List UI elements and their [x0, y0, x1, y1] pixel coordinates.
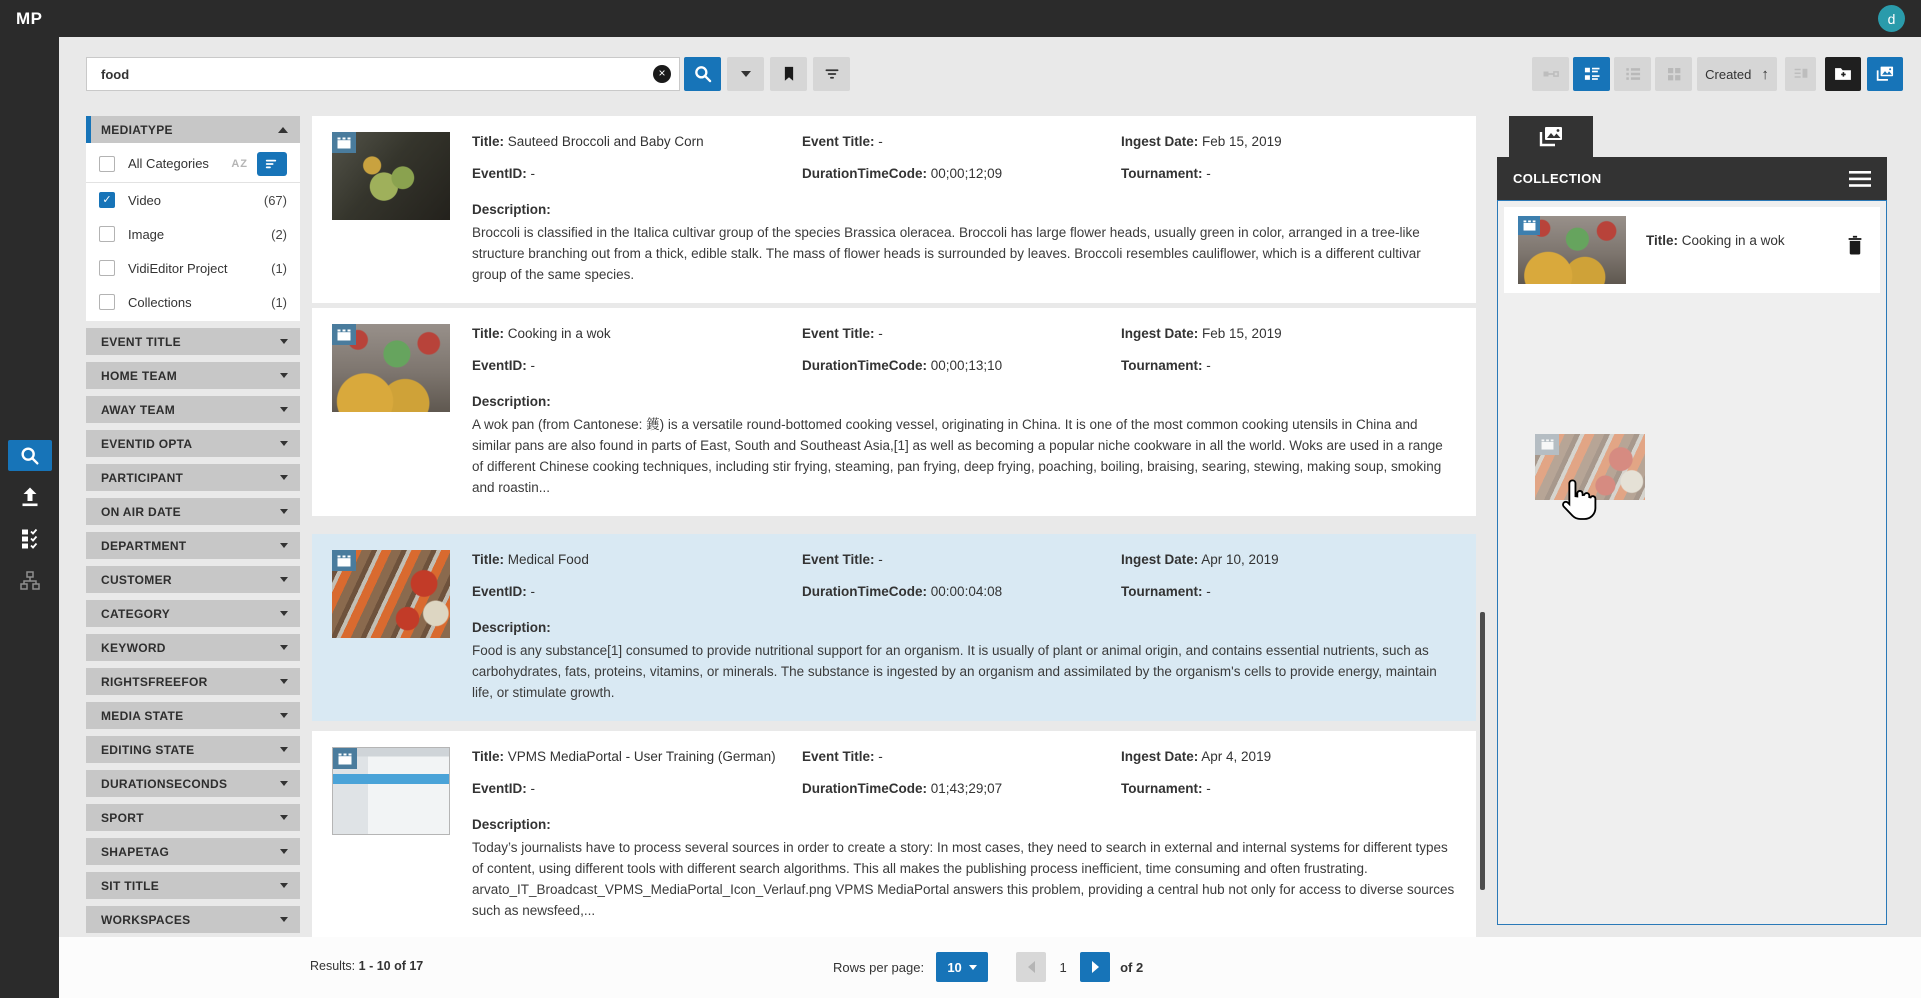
- ingest-date-label: Ingest Date:: [1121, 552, 1199, 567]
- chevron-down-icon: [280, 815, 288, 820]
- pagination-bar: [59, 937, 1921, 998]
- chevron-down-icon: [969, 965, 977, 970]
- saved-searches-button[interactable]: [770, 57, 807, 91]
- result-duration: 00;00;12;09: [930, 166, 1003, 181]
- filter-section-editing-state[interactable]: EDITING STATE: [86, 736, 300, 763]
- video-badge-icon: [1535, 434, 1559, 455]
- ingest-date-label: Ingest Date:: [1121, 326, 1199, 341]
- detail-list-view-icon: [1582, 64, 1602, 84]
- chevron-down-icon: [280, 543, 288, 548]
- chevron-down-icon: [280, 373, 288, 378]
- rows-per-page-label: Rows per page:: [833, 959, 925, 975]
- video-badge-icon: [333, 748, 357, 769]
- new-collection-button[interactable]: [1825, 57, 1861, 91]
- collection-item-title: Cooking in a wok: [1681, 233, 1785, 248]
- mediatype-option-collections[interactable]: [86, 285, 300, 319]
- description-label: Description:: [472, 202, 551, 217]
- user-avatar[interactable]: d: [1878, 5, 1905, 32]
- ingest-date-label: Ingest Date:: [1121, 749, 1199, 764]
- filter-section-title: MEDIATYPE: [101, 122, 173, 137]
- result-event-title: -: [878, 552, 883, 567]
- result-eventid: -: [530, 166, 536, 181]
- sort-button[interactable]: [1697, 57, 1777, 91]
- collections-checkbox[interactable]: [99, 294, 115, 310]
- checklist-icon: [18, 526, 42, 550]
- result-ingest-date: Feb 15, 2019: [1202, 134, 1282, 149]
- sort-by-count-button[interactable]: [257, 152, 287, 176]
- image-checkbox[interactable]: [99, 226, 115, 242]
- preview-pane-icon: [1792, 65, 1810, 83]
- filter-section-durationseconds[interactable]: DURATIONSECONDS: [86, 770, 300, 797]
- collection-item[interactable]: [1504, 207, 1880, 293]
- result-description: Food is any substance[1] consumed to provide nutritional support for an organism. It is usually of plant or animal origin, and contains essential nutrients, such as carbohydrates, fats, proteins, vitamins, or minerals. The substance is ingested by an organism and assimilated by the organism's cells to provide energy, maintain life, or stimulate growth.: [472, 643, 1437, 700]
- eventid-label: EventID:: [472, 781, 527, 796]
- view-list-button[interactable]: [1614, 57, 1651, 91]
- result-thumbnail[interactable]: [332, 132, 450, 220]
- all-categories-label: All Categories: [128, 156, 209, 171]
- main-area: [59, 37, 1921, 998]
- top-bar: [0, 0, 1921, 37]
- tournament-label: Tournament:: [1121, 584, 1203, 599]
- result-eventid: -: [530, 584, 536, 599]
- collection-images-icon: [1874, 64, 1896, 84]
- result-description: Today’s journalists have to process several sources in order to create a story: In most cases, they need to search in external and internal systems for different types of content, using different tools with different search algorithms. This all makes the publishing process inefficient, time consuming and often frustrating. arvato_IT_Broadcast_VPMS_MediaPortal_Icon_Verlauf.png VPMS MediaPortal answers this problem, providing a central hub not only for access to diverse sources such as newsfeed,...: [472, 840, 1455, 918]
- filter-section-away-team[interactable]: AWAY TEAM: [86, 396, 300, 423]
- ingest-date-label: Ingest Date:: [1121, 134, 1199, 149]
- title-label: Title:: [472, 552, 505, 567]
- duration-label: DurationTimeCode:: [802, 781, 928, 796]
- filter-section-category[interactable]: CATEGORY: [86, 600, 300, 627]
- chevron-down-icon: [280, 747, 288, 752]
- chevron-down-icon: [280, 883, 288, 888]
- chevron-up-icon: [278, 127, 288, 133]
- nav-upload-button[interactable]: [8, 481, 52, 512]
- sort-bars-icon: [264, 156, 280, 172]
- result-tournament: -: [1206, 166, 1211, 181]
- filter-panel: [86, 116, 300, 933]
- view-preview-button[interactable]: [1785, 57, 1816, 91]
- option-count: (67): [263, 192, 287, 208]
- previous-page-button[interactable]: [1016, 952, 1046, 982]
- view-grid-button[interactable]: [1655, 57, 1692, 91]
- chevron-down-icon: [280, 475, 288, 480]
- filter-section-home-team[interactable]: HOME TEAM: [86, 362, 300, 389]
- option-label: VidiEditor Project: [128, 260, 228, 276]
- event-title-label: Event Title:: [802, 749, 875, 764]
- filter-section-rightsfreefor[interactable]: RIGHTSFREEFOR: [86, 668, 300, 695]
- result-event-title: -: [878, 134, 883, 149]
- result-ingest-date: Feb 15, 2019: [1202, 326, 1282, 341]
- video-badge-icon: [1518, 216, 1540, 235]
- trash-icon[interactable]: [1846, 235, 1864, 255]
- sort-alpha-icon[interactable]: AZ: [231, 157, 248, 170]
- option-count: (1): [271, 260, 287, 276]
- tournament-label: Tournament:: [1121, 358, 1203, 373]
- result-title: Cooking in a wok: [507, 326, 611, 341]
- tournament-label: Tournament:: [1121, 166, 1203, 181]
- collection-panel: [1497, 116, 1887, 925]
- search-field-wrap: [86, 57, 680, 91]
- tournament-label: Tournament:: [1121, 781, 1203, 796]
- filter-section-shapetag[interactable]: SHAPETAG: [86, 838, 300, 865]
- result-title: Medical Food: [507, 552, 589, 567]
- option-count: (1): [271, 294, 287, 310]
- mediatype-option-video[interactable]: [86, 183, 300, 217]
- duration-label: DurationTimeCode:: [802, 358, 928, 373]
- mediatype-option-vidieditor[interactable]: [86, 251, 300, 285]
- filter-section-customer[interactable]: CUSTOMER: [86, 566, 300, 593]
- results-scrollbar[interactable]: [1480, 612, 1485, 890]
- search-button[interactable]: [684, 57, 721, 91]
- title-label: Title:: [1646, 233, 1679, 248]
- event-title-label: Event Title:: [802, 326, 875, 341]
- option-count: (2): [271, 226, 287, 242]
- next-page-icon: [1092, 961, 1099, 973]
- chevron-down-icon: [280, 917, 288, 922]
- chevron-down-icon: [280, 645, 288, 650]
- chevron-down-icon: [280, 611, 288, 616]
- nav-workflow-button[interactable]: [8, 565, 52, 596]
- result-tournament: -: [1206, 781, 1211, 796]
- option-label: Video: [128, 192, 162, 208]
- grid-view-icon: [1665, 65, 1683, 83]
- left-rail: [0, 37, 59, 998]
- search-icon: [19, 445, 41, 467]
- next-page-button[interactable]: [1080, 952, 1110, 982]
- chevron-down-icon: [280, 509, 288, 514]
- mediatype-options: [86, 143, 300, 321]
- option-label: Image: [128, 226, 165, 242]
- all-categories-checkbox[interactable]: [99, 156, 115, 172]
- chevron-down-icon: [280, 679, 288, 684]
- result-thumbnail[interactable]: [332, 550, 450, 638]
- collection-menu-icon[interactable]: [1849, 171, 1871, 187]
- collection-images-icon: [1536, 124, 1566, 150]
- clear-search-icon[interactable]: ×: [653, 65, 671, 83]
- result-row[interactable]: [312, 116, 1476, 303]
- description-label: Description:: [472, 394, 551, 409]
- chevron-down-icon: [280, 407, 288, 412]
- upload-icon: [18, 485, 42, 509]
- bookmark-icon: [780, 65, 798, 83]
- filter-section-sport[interactable]: SPORT: [86, 804, 300, 831]
- previous-page-icon: [1028, 961, 1035, 973]
- result-duration: 01;43;29;07: [930, 781, 1003, 796]
- eventid-label: EventID:: [472, 166, 527, 181]
- chevron-down-icon: [280, 441, 288, 446]
- result-ingest-date: Apr 4, 2019: [1201, 749, 1272, 764]
- rows-per-page-select[interactable]: [936, 952, 988, 982]
- title-label: Title:: [472, 749, 505, 764]
- sort-label: Created: [1705, 66, 1752, 82]
- filter-section-sit-title[interactable]: SIT TITLE: [86, 872, 300, 899]
- collection-tab[interactable]: [1509, 116, 1593, 157]
- workflow-icon: [18, 569, 42, 593]
- eventid-label: EventID:: [472, 584, 527, 599]
- filter-section-workspaces[interactable]: WORKSPACES: [86, 906, 300, 933]
- folder-plus-icon: [1833, 64, 1853, 84]
- filter-section-media-state[interactable]: MEDIA STATE: [86, 702, 300, 729]
- all-categories-row: [86, 145, 300, 183]
- result-description: A wok pan (from Cantonese: 鑊) is a versatile round-bottomed cooking vessel, originating in China. It is one of the most common cooking utensils in China and similar pans are also found in parts of East, South and Southeast Asia,[1] as well as becoming a popular niche cookware in all the world. Woks are used in a range of different Chinese cooking techniques, including stir frying, steaming, pan frying, deep frying, poaching, boiling, braising, searing, stewing, making soup, smoking and roastin...: [472, 417, 1443, 495]
- filter-section-event-title[interactable]: EVENT TITLE: [86, 328, 300, 355]
- result-row[interactable]: [312, 731, 1476, 939]
- filter-icon: [823, 65, 841, 83]
- result-thumbnail[interactable]: [332, 747, 450, 835]
- event-title-label: Event Title:: [802, 552, 875, 567]
- result-tournament: -: [1206, 358, 1211, 373]
- event-title-label: Event Title:: [802, 134, 875, 149]
- hand-cursor-icon: [1556, 477, 1598, 523]
- result-eventid: -: [530, 358, 536, 373]
- video-badge-icon: [332, 550, 356, 571]
- collection-header: [1497, 157, 1887, 200]
- result-thumbnail[interactable]: [332, 324, 450, 412]
- result-event-title: -: [878, 749, 883, 764]
- description-label: Description:: [472, 620, 551, 635]
- video-badge-icon: [332, 324, 356, 345]
- chevron-down-icon: [741, 71, 751, 77]
- video-badge-icon: [332, 132, 356, 153]
- collection-item-thumbnail[interactable]: [1518, 216, 1626, 284]
- result-description: Broccoli is classified in the Italica cultivar group of the species Brassica oleracea. Broccoli has large flower heads, usually green in color, arranged in a tree-like structure branching out from a thick, edible stalk. The mass of flower heads is surrounded by leaves. Broccoli resembles cauliflower, which is a different cultivar group of the same species.: [472, 225, 1421, 282]
- video-checkbox[interactable]: ✓: [99, 192, 115, 208]
- view-detail-list-button[interactable]: [1573, 57, 1610, 91]
- description-label: Description:: [472, 817, 551, 832]
- filter-section-eventid-opta[interactable]: EVENTID OPTA: [86, 430, 300, 457]
- title-label: Title:: [472, 326, 505, 341]
- result-row[interactable]: [312, 308, 1476, 516]
- result-event-title: -: [878, 326, 883, 341]
- filter-section-keyword[interactable]: KEYWORD: [86, 634, 300, 661]
- duration-label: DurationTimeCode:: [802, 584, 928, 599]
- filter-section-mediatype[interactable]: [86, 116, 300, 143]
- nav-search-button[interactable]: [8, 440, 52, 471]
- mediatype-option-image[interactable]: [86, 217, 300, 251]
- result-tournament: -: [1206, 584, 1211, 599]
- result-row-selected[interactable]: [312, 534, 1476, 721]
- filter-section-on-air-date[interactable]: ON AIR DATE: [86, 498, 300, 525]
- chevron-down-icon: [280, 849, 288, 854]
- results-label: Results:: [310, 959, 356, 973]
- app-logo[interactable]: MP: [16, 8, 43, 28]
- list-view-icon: [1623, 64, 1643, 84]
- filter-button[interactable]: [813, 57, 850, 91]
- page-count-label: of 2: [1120, 959, 1144, 975]
- chevron-down-icon: [280, 781, 288, 786]
- view-compare-button[interactable]: [1532, 57, 1569, 91]
- result-duration: 00;00;13;10: [930, 358, 1003, 373]
- duration-label: DurationTimeCode:: [802, 166, 928, 181]
- search-options-dropdown-button[interactable]: [727, 57, 764, 91]
- rows-per-page-value: 10: [947, 959, 962, 975]
- search-icon: [693, 64, 713, 84]
- title-label: Title:: [472, 134, 505, 149]
- chevron-down-icon: [280, 577, 288, 582]
- result-eventid: -: [530, 781, 536, 796]
- filter-section-participant[interactable]: PARTICIPANT: [86, 464, 300, 491]
- option-label: Collections: [128, 294, 192, 310]
- collection-title: COLLECTION: [1513, 171, 1602, 186]
- filter-section-department[interactable]: DEPARTMENT: [86, 532, 300, 559]
- search-input[interactable]: [86, 57, 680, 91]
- toggle-collection-panel-button[interactable]: [1867, 57, 1903, 91]
- result-title: VPMS MediaPortal - User Training (German): [507, 749, 776, 764]
- sort-ascending-icon: ↑: [1761, 65, 1769, 83]
- chevron-down-icon: [280, 713, 288, 718]
- results-list: [312, 116, 1476, 944]
- chevron-down-icon: [280, 339, 288, 344]
- result-duration: 00:00:04:08: [930, 584, 1003, 599]
- results-count: 1 - 10 of 17: [358, 959, 424, 973]
- current-page: 1: [1059, 959, 1067, 975]
- eventid-label: EventID:: [472, 358, 527, 373]
- result-title: Sauteed Broccoli and Baby Corn: [507, 134, 704, 149]
- compare-view-icon: [1541, 64, 1561, 84]
- result-ingest-date: Apr 10, 2019: [1201, 552, 1279, 567]
- collection-body: [1497, 200, 1887, 925]
- nav-tasks-button[interactable]: [8, 522, 52, 553]
- vidieditor-checkbox[interactable]: [99, 260, 115, 276]
